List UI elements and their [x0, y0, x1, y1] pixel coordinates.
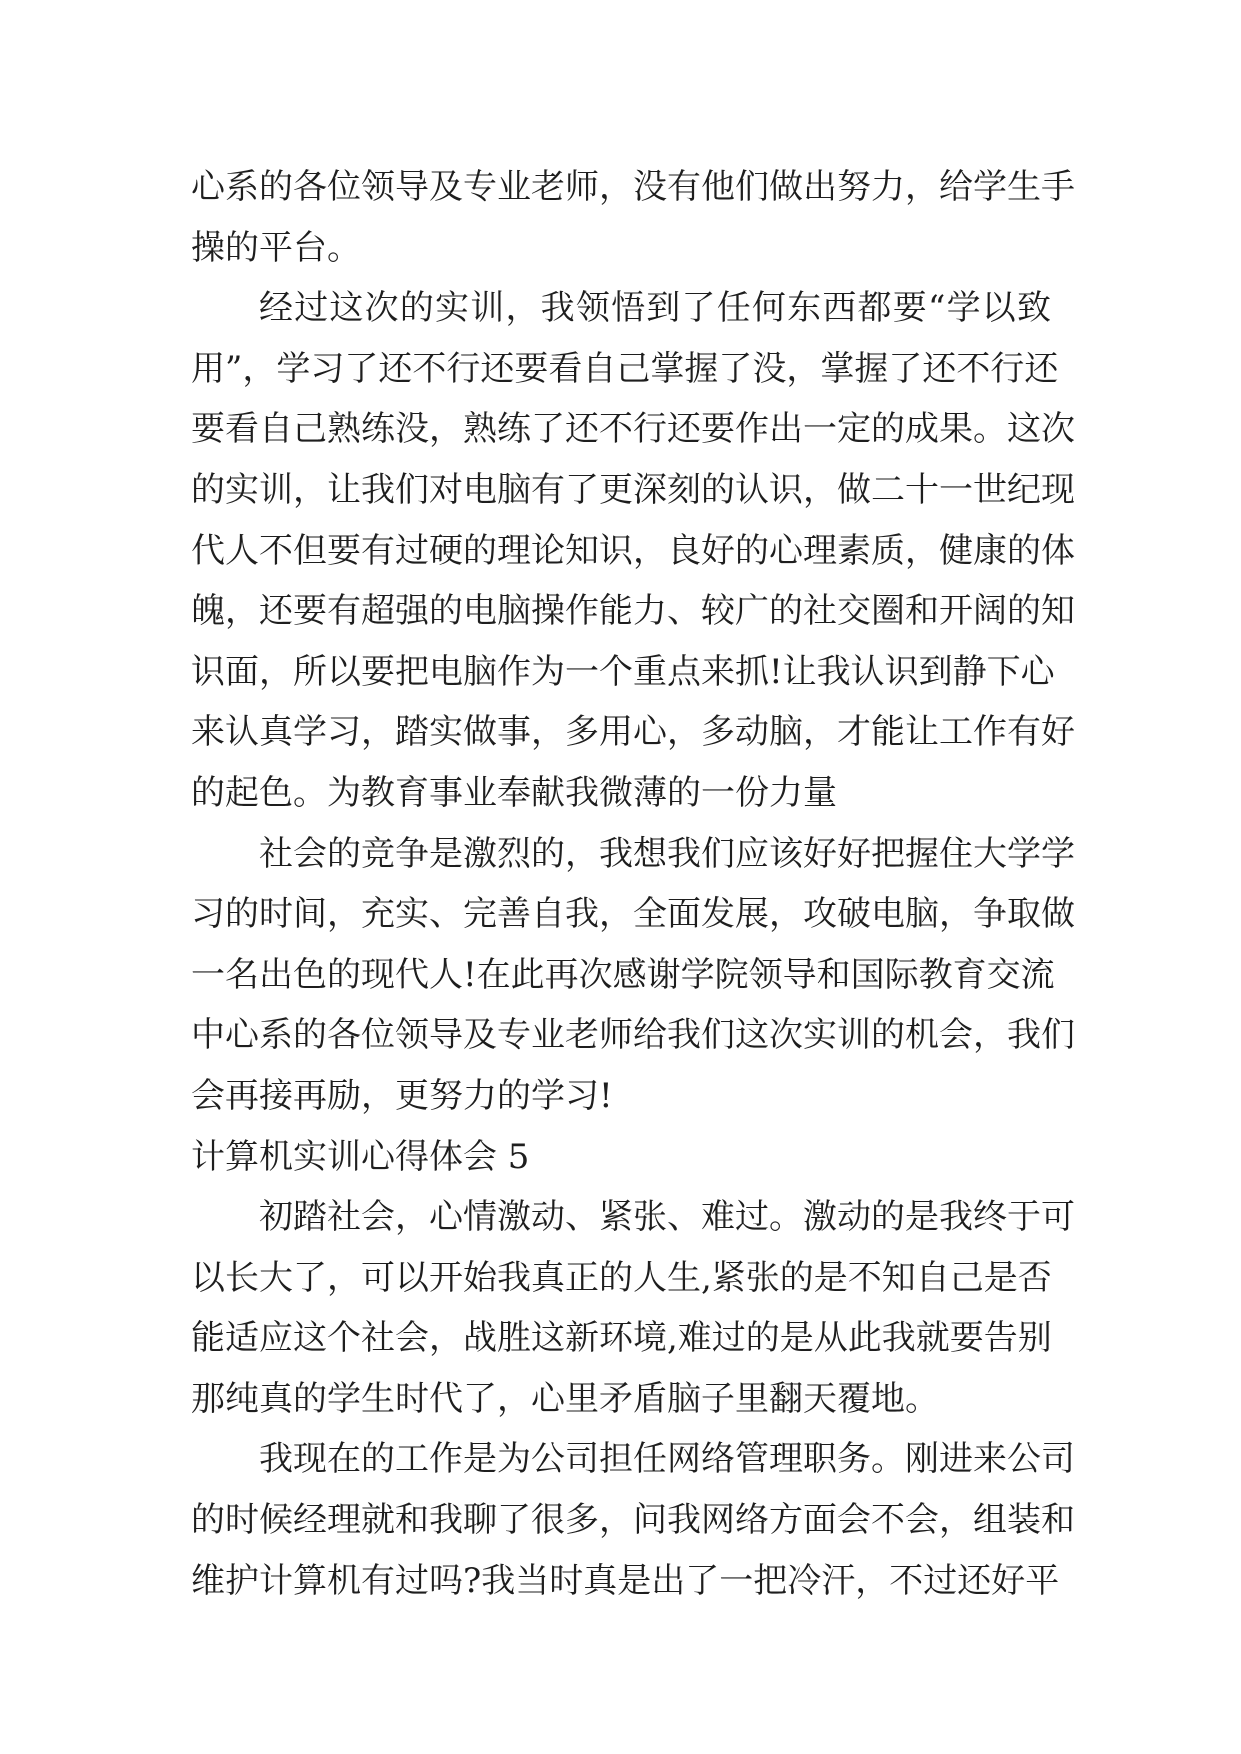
- document-body: [191, 157, 1075, 1611]
- text-line: 代人不但要有过硬的理论知识，良好的心理素质，健康的体: [191, 530, 1075, 571]
- text-line: 经过这次的实训，我领悟到了任何东西都要“学以致: [259, 288, 1051, 329]
- text-line: 习的时间，充实、完善自我，全面发展，攻破电脑，争取做: [191, 894, 1075, 935]
- text-line: 要看自己熟练没，熟练了还不行还要作出一定的成果。这次: [191, 409, 1075, 450]
- text-line: 以长大了，可以开始我真正的人生,紧张的是不知自己是否: [191, 1257, 1052, 1298]
- text-line: 一名出色的现代人!在此再次感谢学院领导和国际教育交流: [191, 954, 1055, 995]
- text-line: 来认真学习，踏实做事，多用心，多动脑，才能让工作有好: [191, 712, 1075, 753]
- text-line: 的时候经理就和我聊了很多，问我网络方面会不会，组装和: [191, 1500, 1075, 1541]
- text-line: 心系的各位领导及专业老师，没有他们做出努力，给学生手: [191, 167, 1075, 207]
- text-line: 社会的竞争是激烈的，我想我们应该好好把握住大学学: [259, 833, 1075, 874]
- text-line: 能适应这个社会，战胜这新环境,难过的是从此我就要告别: [191, 1318, 1052, 1359]
- text-line: 会再接再励，更努力的学习!: [191, 1075, 613, 1116]
- text-line: 的起色。为教育事业奉献我微薄的一份力量: [191, 772, 837, 813]
- text-line: 维护计算机有过吗?我当时真是出了一把冷汗，不过还好平: [191, 1560, 1060, 1601]
- text-line: 用”，学习了还不行还要看自己掌握了没，掌握了还不行还: [191, 348, 1059, 389]
- text-line: 操的平台。: [191, 227, 361, 268]
- text-line: 识面，所以要把电脑作为一个重点来抓!让我认识到静下心: [191, 651, 1055, 692]
- text-line: 中心系的各位领导及专业老师给我们这次实训的机会，我们: [191, 1015, 1075, 1056]
- text-line: 的实训，让我们对电脑有了更深刻的认识，做二十一世纪现: [191, 469, 1075, 510]
- section-heading: 计算机实训心得体会 5: [191, 1136, 530, 1177]
- text-line: 初踏社会，心情激动、紧张、难过。激动的是我终于可: [259, 1197, 1075, 1238]
- text-line: 那纯真的学生时代了，心里矛盾脑子里翻天覆地。: [191, 1378, 939, 1419]
- text-line: 我现在的工作是为公司担任网络管理职务。刚进来公司: [259, 1439, 1075, 1480]
- text-line: 魄，还要有超强的电脑操作能力、较广的社交圈和开阔的知: [191, 591, 1075, 632]
